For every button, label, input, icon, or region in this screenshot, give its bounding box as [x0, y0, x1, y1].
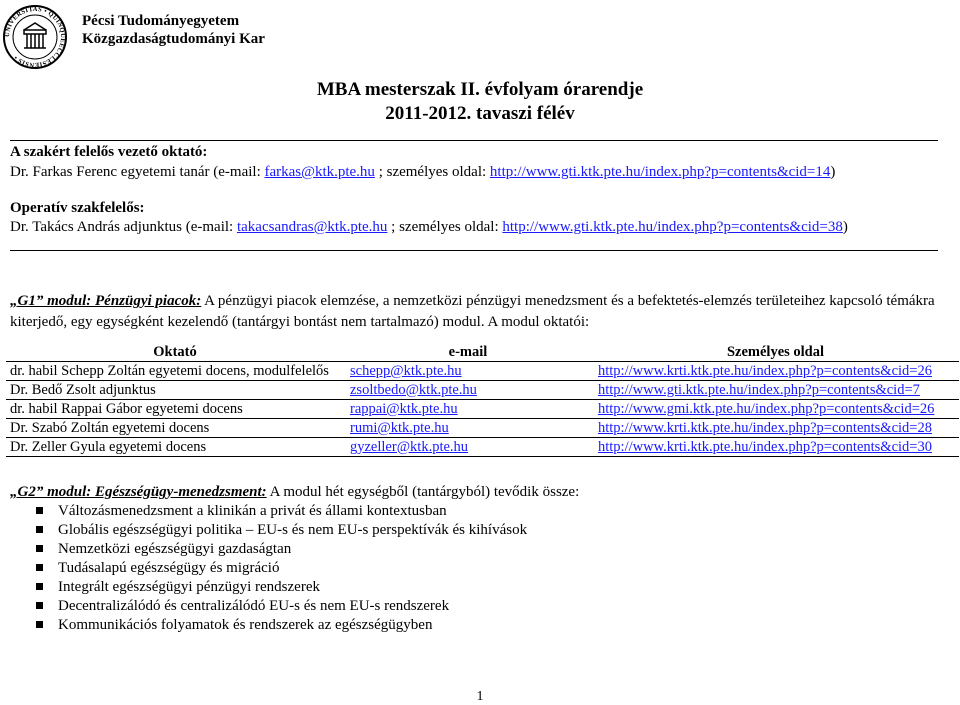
lecturer-name: Dr. Zeller Gyula egyetemi docens — [6, 438, 344, 457]
divider — [10, 250, 938, 251]
institution-line2: Közgazdaságtudományi Kar — [82, 31, 265, 47]
expert-name: Dr. Farkas Ferenc egyetemi tanár (e-mail: — [10, 164, 265, 180]
list-item — [10, 559, 527, 578]
svg-text:UNIVERSITAS • QUINQUEECCLESIEN: UNIVERSITAS • QUINQUEECCLESIENSIS • — [3, 5, 67, 69]
expert-email-link[interactable]: farkas@ktk.pte.hu — [264, 164, 375, 180]
expert-heading: A szakért felelős vezető oktató: — [10, 144, 208, 160]
list-item — [10, 540, 527, 559]
table-row — [6, 419, 959, 438]
lecturer-email-link[interactable]: schepp@ktk.pte.hu — [350, 362, 462, 379]
list-item — [10, 597, 527, 616]
lecturer-name: dr. habil Schepp Zoltán egyetemi docens, modulfelelős — [6, 362, 344, 381]
g2-topic-list — [10, 502, 527, 635]
bullet-icon — [36, 583, 43, 590]
topic-label: Integrált egészségügyi pénzügyi rendszerek — [58, 579, 320, 595]
expert-homepage-link[interactable]: http://www.gti.ktk.pte.hu/index.php?p=contents&cid=14 — [489, 164, 831, 180]
bullet-icon — [36, 564, 43, 571]
institution-name — [82, 12, 265, 48]
operative-heading: Operatív szakfelelős: — [10, 200, 145, 216]
lecturer-email-link[interactable]: zsoltbedo@ktk.pte.hu — [350, 381, 477, 398]
operative-homepage-link[interactable]: http://www.gti.ktk.pte.hu/index.php?p=contents&cid=38 — [502, 219, 843, 235]
bullet-icon — [36, 621, 43, 628]
operative-email-link[interactable]: takacsandras@ktk.pte.hu — [236, 219, 388, 235]
topic-label: Kommunikációs folyamatok és rendszerek az egészségügyben — [58, 617, 433, 633]
operative-contact — [10, 217, 848, 237]
list-item — [10, 521, 527, 540]
university-seal-logo — [2, 4, 68, 70]
divider — [10, 140, 938, 141]
operative-suffix: ) — [842, 219, 848, 235]
lecturer-homepage-link[interactable]: http://www.krti.ktk.pte.hu/index.php?p=contents&cid=28 — [598, 419, 932, 436]
institution-line1: Pécsi Tudományegyetem — [82, 13, 240, 29]
operative-name: Dr. Takács András adjunktus (e-mail: — [10, 219, 237, 235]
lecturer-email-link[interactable]: rappai@ktk.pte.hu — [350, 400, 458, 417]
lecturer-table — [6, 343, 959, 457]
expert-suffix: ) — [830, 164, 836, 180]
bullet-icon — [36, 526, 43, 533]
g1-module-description — [10, 291, 940, 333]
lecturer-name: Dr. Szabó Zoltán egyetemi docens — [6, 419, 344, 438]
topic-label: Tudásalapú egészségügy és migráció — [58, 560, 280, 576]
list-item — [10, 578, 527, 597]
lecturer-homepage-link[interactable]: http://www.krti.ktk.pte.hu/index.php?p=contents&cid=26 — [598, 362, 932, 379]
table-row — [6, 362, 959, 381]
g2-module-intro — [10, 482, 579, 502]
lecturer-homepage-link[interactable]: http://www.gmi.ktk.pte.hu/index.php?p=contents&cid=26 — [598, 400, 935, 417]
expert-mid-text: ; személyes oldal: — [374, 164, 490, 180]
table-row — [6, 381, 959, 400]
g1-module-title: „G1” modul: Pénzügyi piacok: — [10, 293, 202, 309]
g1-module-text: A pénzügyi piacok elemzése, a nemzetközi pénzügyi menedzsment és a befektetés-elemzés területeihez kapcsoló témákra kiterjedő, egy egységként kezelendő (tantárgyi bontást nem tartalmazó) modul. A modul oktatói: — [10, 293, 935, 330]
g2-module-title: „G2” modul: Egészségügy-menedzsment: — [10, 484, 267, 500]
lecturer-homepage-link[interactable]: http://www.krti.ktk.pte.hu/index.php?p=contents&cid=30 — [598, 438, 932, 455]
column-header-email: e-mail — [344, 343, 592, 362]
column-header-homepage: Személyes oldal — [592, 343, 959, 362]
list-item — [10, 502, 527, 521]
lecturer-email-link[interactable]: rumi@ktk.pte.hu — [350, 419, 449, 436]
bullet-icon — [36, 602, 43, 609]
expert-contact — [10, 162, 835, 182]
page-number: 1 — [476, 689, 484, 704]
lecturer-homepage-link[interactable]: http://www.gti.ktk.pte.hu/index.php?p=contents&cid=7 — [598, 381, 920, 398]
bullet-icon — [36, 545, 43, 552]
lecturer-name: dr. habil Rappai Gábor egyetemi docens — [6, 400, 344, 419]
lecturer-name: Dr. Bedő Zsolt adjunktus — [6, 381, 344, 400]
topic-label: Globális egészségügyi politika – EU-s és nem EU-s perspektívák és kihívások — [58, 522, 528, 538]
document-title: MBA mesterszak II. évfolyam órarendje — [316, 79, 644, 100]
list-item — [10, 616, 527, 635]
operative-mid-text: ; személyes oldal: — [387, 219, 503, 235]
table-header-row — [6, 343, 959, 362]
document-subtitle: 2011-2012. tavaszi félév — [385, 103, 575, 124]
lecturer-email-link[interactable]: gyzeller@ktk.pte.hu — [350, 438, 469, 455]
column-header-lecturer: Oktató — [6, 343, 344, 362]
topic-label: Nemzetközi egészségügyi gazdaságtan — [58, 541, 292, 557]
topic-label: Változásmenedzsment a klinikán a privát és állami kontextusban — [58, 503, 447, 519]
bullet-icon — [36, 507, 43, 514]
g2-module-text: A modul hét egységből (tantárgyból) tevődik össze: — [266, 484, 580, 500]
table-row — [6, 438, 959, 457]
topic-label: Decentralizálódó és centralizálódó EU-s és nem EU-s rendszerek — [58, 598, 450, 614]
table-row — [6, 400, 959, 419]
